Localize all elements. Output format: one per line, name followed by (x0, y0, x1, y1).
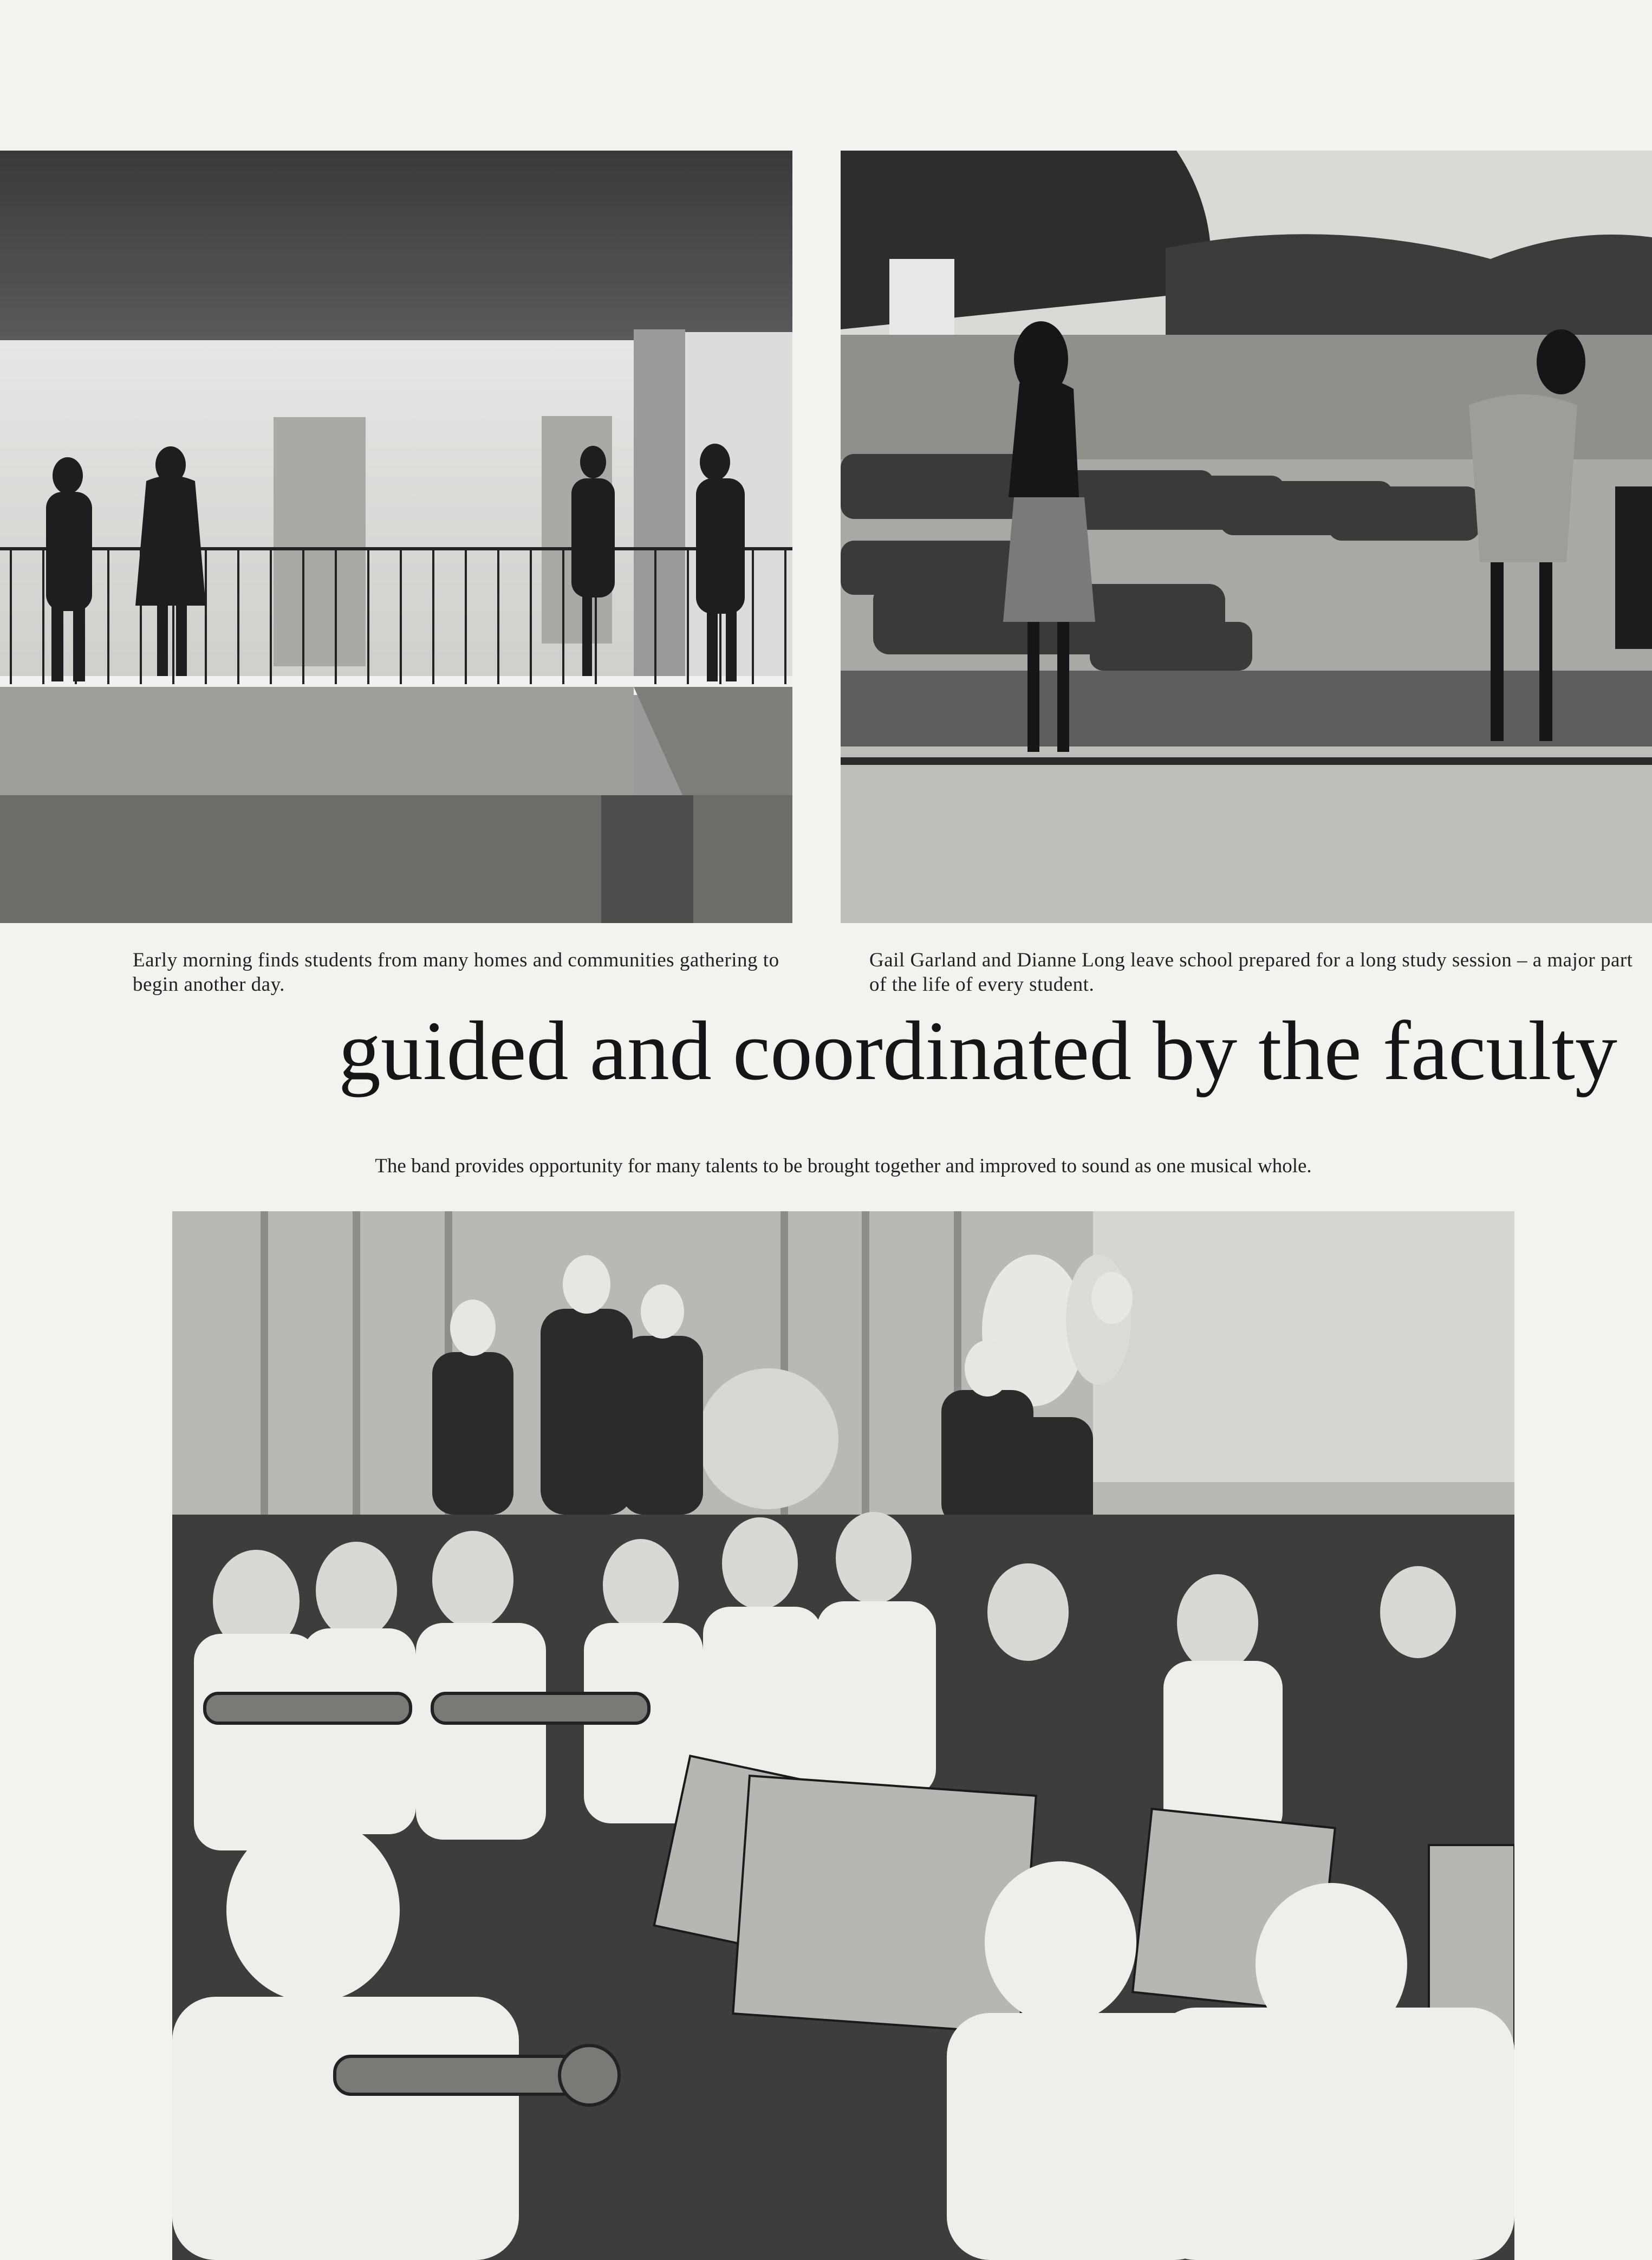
walkers-photo-art (841, 151, 1652, 923)
hallway-photo-art (0, 151, 792, 923)
page-headline: guided and coordinated by the faculty (339, 1004, 1617, 1097)
walkers-photo (841, 151, 1652, 923)
hallway-caption: Early morning finds students from many homes and communities gathering to begin another day. (133, 949, 779, 996)
walkers-caption: Gail Garland and Dianne Long leave school prepared for a long study session – a major part of the life of every student. (869, 949, 1633, 996)
hallway-photo (0, 151, 792, 923)
band-photo-art (172, 1211, 1514, 2260)
band-photo (172, 1211, 1514, 2260)
band-caption: The band provides opportunity for many talents to be brought together and improved to sound as one musical whole. (375, 1155, 1312, 1177)
